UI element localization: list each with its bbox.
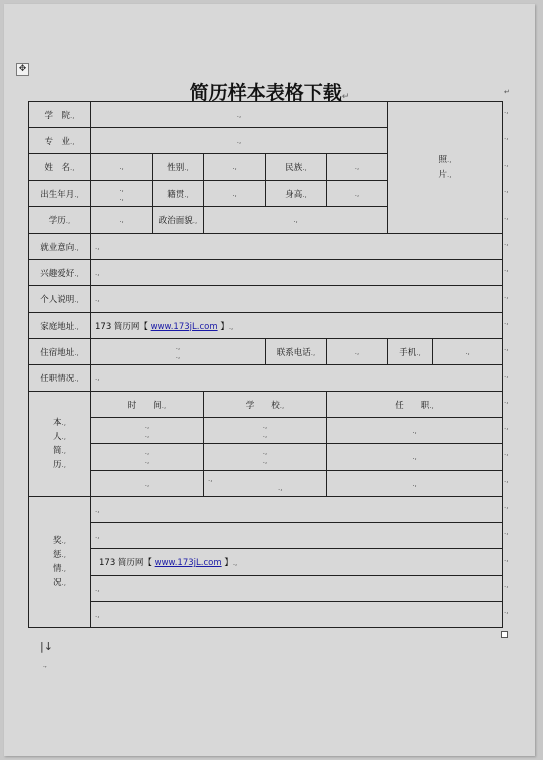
title-text: 简历样本表格下载 <box>189 82 342 104</box>
awards-label: 奖., 惩., 情., 况., <box>29 497 91 628</box>
native-place-label: 籍贯., <box>153 181 204 207</box>
education-value-cell[interactable]: ., <box>91 207 153 234</box>
resume-post-cell[interactable]: ., <box>327 418 503 444</box>
awards-link-cell[interactable]: 173 简历网【 www.173jL.com 】., <box>91 549 503 576</box>
political-status-label: 政治面貌., <box>153 207 204 234</box>
major-value-cell[interactable]: ., <box>91 128 388 154</box>
site-name-text: 173 简历网【 <box>95 321 148 332</box>
awards-line-cell[interactable]: ., <box>91 523 503 549</box>
row-end-mark: ., <box>504 397 509 405</box>
height-label: 身高., <box>266 181 327 207</box>
positions-held-label: 任职情况., <box>29 365 91 392</box>
bracket-close: 】 <box>224 558 233 568</box>
bracket-close: 】 <box>220 321 229 332</box>
row-end-mark: ., <box>504 476 509 484</box>
table-move-handle-icon[interactable]: ✥ <box>16 63 29 76</box>
ethnicity-value-cell[interactable]: ., <box>327 154 388 181</box>
school-column-header: 学 校., <box>204 392 327 418</box>
resume-time-cell[interactable]: ., ., <box>91 444 204 471</box>
personal-resume-label: 本., 人., 简., 历., <box>29 392 91 497</box>
photo-cell[interactable] <box>388 102 503 234</box>
gender-label: 性别., <box>153 154 204 181</box>
row-end-mark: ., <box>504 607 509 615</box>
row-end-mark: ., <box>504 528 509 536</box>
college-label: 学 院., <box>29 102 91 128</box>
home-address-value-cell[interactable]: 173 简历网【 www.173jL.com 】., <box>91 313 503 339</box>
row-end-mark: ., <box>504 581 509 589</box>
resume-post-cell[interactable]: ., <box>327 444 503 471</box>
row-end-mark: ., <box>504 502 509 510</box>
major-label: 专 业., <box>29 128 91 154</box>
photo-label: 照., 片., <box>438 154 452 180</box>
personal-statement-value-cell[interactable]: ., <box>91 286 503 313</box>
awards-line-cell[interactable]: ., <box>91 602 503 628</box>
residence-address-label: 住宿地址., <box>29 339 91 365</box>
birth-value-cell[interactable]: ., ., <box>91 181 153 207</box>
site-name-text: 173 简历网【 <box>99 558 152 568</box>
site-link[interactable]: www.173jL.com <box>150 321 218 332</box>
row-end-mark: ., <box>504 371 509 379</box>
ethnicity-label: 民族., <box>266 154 327 181</box>
awards-line-cell[interactable]: ., <box>91 497 503 523</box>
resume-school-cell[interactable]: ., ., <box>204 471 327 497</box>
name-label: 姓 名., <box>29 154 91 181</box>
native-place-value-cell[interactable]: ., <box>204 181 266 207</box>
post-column-header: 任 职., <box>327 392 503 418</box>
table-resize-handle[interactable] <box>501 631 508 638</box>
time-column-header: 时 间., <box>91 392 204 418</box>
personal-statement-label: 个人说明., <box>29 286 91 313</box>
height-value-cell[interactable]: ., <box>327 181 388 207</box>
empty-paragraph-mark: ., <box>43 662 47 669</box>
resume-table <box>28 101 503 628</box>
resume-time-cell[interactable]: ., <box>91 471 204 497</box>
row-end-mark: ., <box>504 423 509 431</box>
row-end-mark: ., <box>504 318 509 326</box>
contact-phone-value-cell[interactable]: ., <box>327 339 388 365</box>
career-intention-label: 就业意向., <box>29 234 91 260</box>
row-end-mark: ., <box>504 107 509 115</box>
row-end-mark: ., <box>504 133 509 141</box>
mobile-value-cell[interactable]: ., <box>433 339 503 365</box>
row-end-mark: ., <box>504 292 509 300</box>
row-end-mark: ., <box>504 555 509 563</box>
political-status-value-cell[interactable]: ., <box>204 207 388 234</box>
row-end-mark: ., <box>504 213 509 221</box>
text-cursor: |↓ <box>40 640 53 653</box>
education-label: 学历., <box>29 207 91 234</box>
resume-school-cell[interactable]: ., ., <box>204 444 327 471</box>
residence-address-value-cell[interactable]: ., ., <box>91 339 266 365</box>
resume-time-cell[interactable]: ., ., <box>91 418 204 444</box>
home-address-label: 家庭地址., <box>29 313 91 339</box>
row-end-mark: ., <box>504 344 509 352</box>
gender-value-cell[interactable]: ., <box>204 154 266 181</box>
row-end-mark: ., <box>504 265 509 273</box>
awards-line-cell[interactable]: ., <box>91 576 503 602</box>
birth-label: 出生年月., <box>29 181 91 207</box>
resume-post-cell[interactable]: ., <box>327 471 503 497</box>
hobby-label: 兴趣爱好., <box>29 260 91 286</box>
row-end-mark: ., <box>504 160 509 168</box>
positions-held-value-cell[interactable]: ., <box>91 365 503 392</box>
row-end-mark: ., <box>504 239 509 247</box>
college-value-cell[interactable]: ., <box>91 102 388 128</box>
paragraph-mark: ↵ <box>341 92 350 102</box>
name-value-cell[interactable]: ., <box>91 154 153 181</box>
row-end-mark: ., <box>504 449 509 457</box>
resume-school-cell[interactable]: ., ., <box>204 418 327 444</box>
row-end-mark: ., <box>504 186 509 194</box>
contact-phone-label: 联系电话., <box>266 339 327 365</box>
mobile-label: 手机., <box>388 339 433 365</box>
site-link[interactable]: www.173jL.com <box>154 558 222 568</box>
hobby-value-cell[interactable]: ., <box>91 260 503 286</box>
row-end-mark: ↵ <box>504 88 510 96</box>
career-intention-value-cell[interactable]: ., <box>91 234 503 260</box>
